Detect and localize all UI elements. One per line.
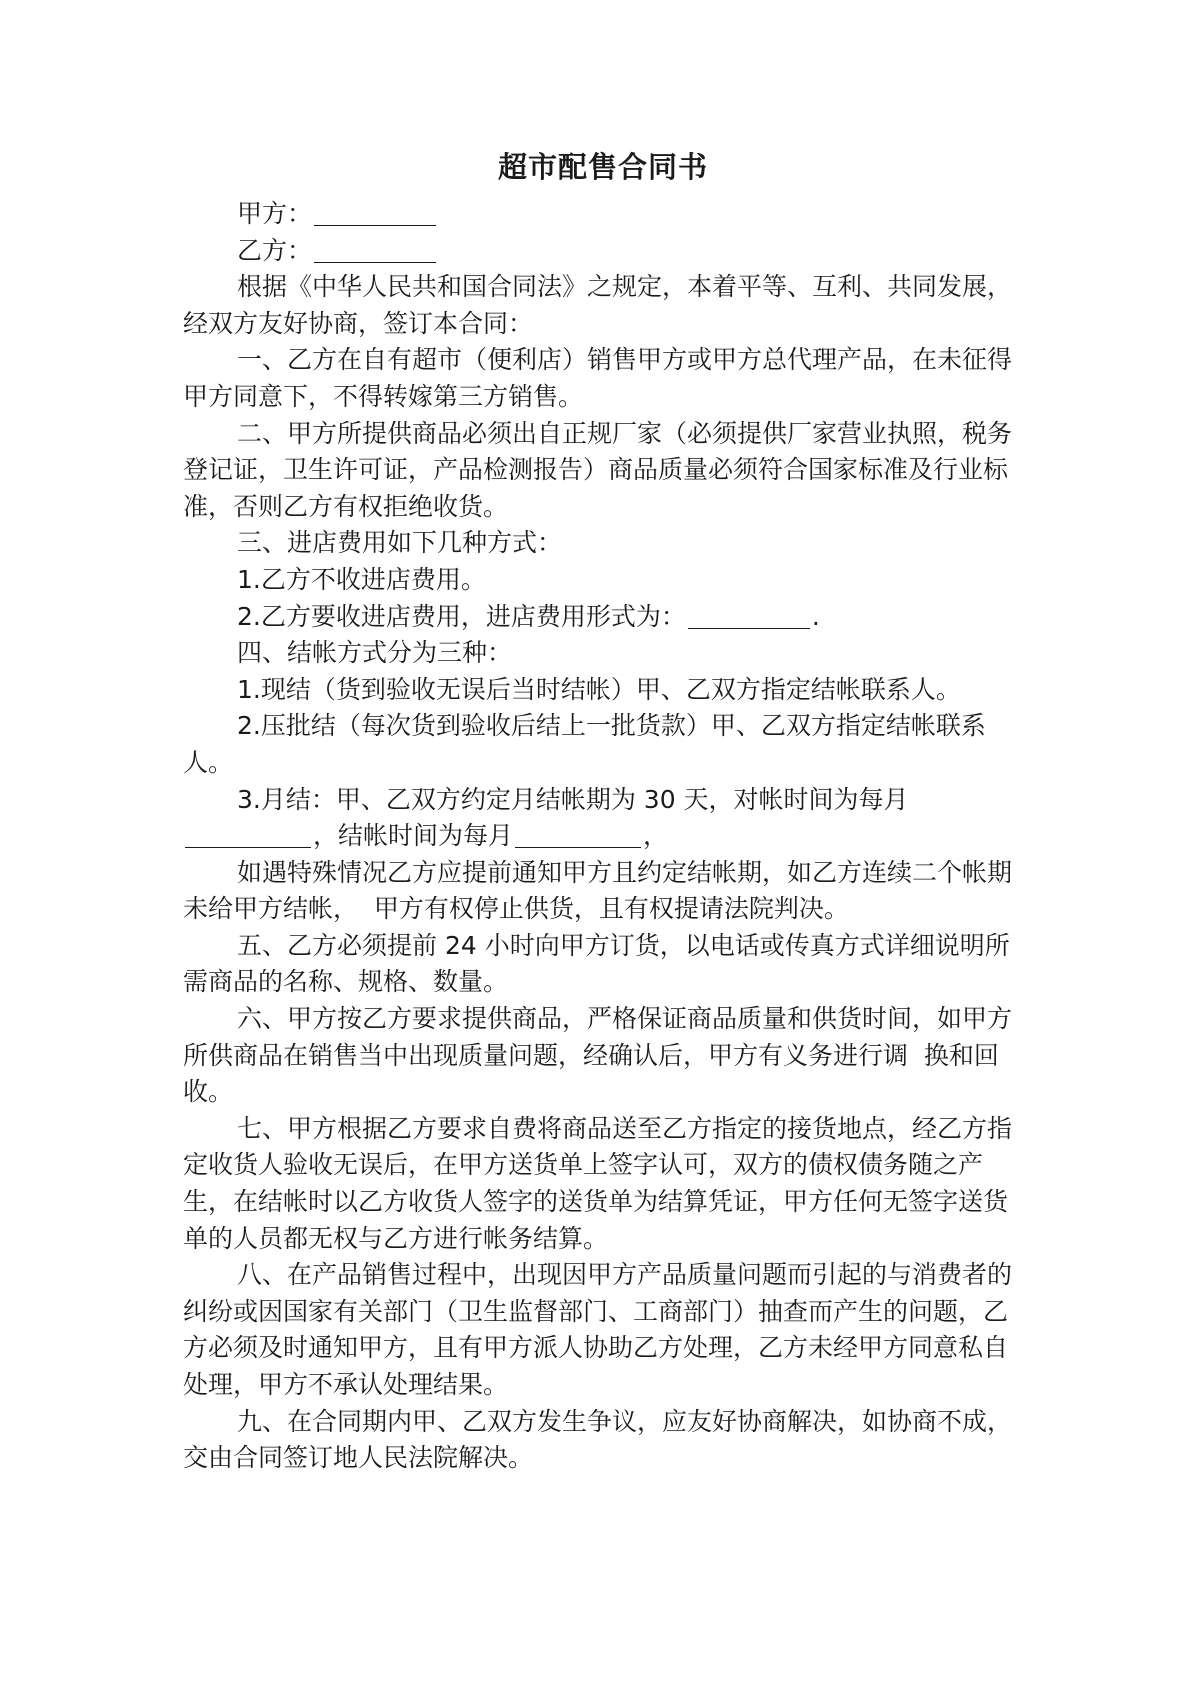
clause-4-item-2: 2.压批结（每次货到验收后结上一批货款）甲、乙双方指定结帐联系人。	[183, 711, 986, 777]
reconcile-date-blank	[185, 823, 311, 848]
party-b-line	[183, 233, 1023, 270]
party-a-blank	[314, 201, 436, 226]
clause-4-item-3-text: 3.月结：甲、乙双方约定月结帐期为 30 天，对帐时间为每月	[237, 784, 909, 814]
document-body	[183, 138, 1023, 1477]
clause-4-item-3	[183, 782, 1023, 855]
clause-4-item-3-middle: ，结帐时间为每月	[313, 821, 514, 851]
clause-3-item-1: 1.乙方不收进店费用。	[237, 564, 486, 594]
party-b-label: 乙方：	[237, 235, 313, 265]
clause-4-item-1: 1.现结（货到验收无误后当时结帐）甲、乙双方指定结帐联系人。	[237, 674, 961, 704]
party-b-blank	[314, 238, 436, 263]
clause-9: 九、在合同期内甲、乙双方发生争议，应友好协商解决，如协商不成，交由合同签订地人民法院解决。	[183, 1406, 1013, 1473]
clause-4-item-3-end: ，	[643, 821, 669, 851]
clause-3-item-2-end: .	[811, 601, 820, 631]
clause-1: 一、乙方在自有超市（便利店）销售甲方或甲方总代理产品，在未征得甲方同意下，不得转嫁第三方销售。	[183, 345, 1013, 411]
clause-6: 六、甲方按乙方要求提供商品，严格保证商品质量和供货时间，如甲方所供商品在销售当中出现质量问题，经确认后，甲方有义务进行调 换和回收。	[183, 1004, 1013, 1107]
party-a-line	[183, 196, 1023, 233]
clause-3-item-2-text: 2.乙方要收进店费用，进店费用形式为：	[237, 601, 686, 631]
clause-2: 二、甲方所提供商品必须出自正规厂家（必须提供厂家营业执照，税务登记证，卫生许可证，产品检测报告）商品质量必须符合国家标准及行业标准，否则乙方有权拒绝收货。	[183, 418, 1013, 521]
clause-3: 三、进店费用如下几种方式：	[237, 528, 563, 558]
document-title: 超市配售合同书	[497, 150, 708, 184]
clause-5: 五、乙方必须提前 24 小时向甲方订货，以电话或传真方式详细说明所需商品的名称、规格、数量。	[183, 930, 1010, 997]
clause-3-item-2	[183, 599, 1023, 636]
settlement-date-blank	[515, 823, 641, 848]
clause-4: 四、结帐方式分为三种：	[237, 638, 513, 668]
intro-paragraph: 根据《中华人民共和国合同法》之规定，本着平等、互利、共同发展，经双方友好协商，签订本合同：	[183, 272, 1013, 338]
clause-4-note: 如遇特殊情况乙方应提前通知甲方且约定结帐期，如乙方连续二个帐期未给甲方结帐， 甲方有权停止供货，且有权提请法院判决。	[183, 857, 1013, 924]
party-a-label: 甲方：	[237, 199, 313, 228]
entry-fee-form-blank	[688, 604, 810, 629]
clause-8: 八、在产品销售过程中，出现因甲方产品质量问题而引起的与消费者的纠纷或因国家有关部门（卫生监督部门、工商部门）抽查而产生的问题，乙方必须及时通知甲方，且有甲方派人协助乙方处理，乙方未经甲方同意私自处理，甲方不承认处理结果。	[183, 1260, 1013, 1399]
clause-7: 七、甲方根据乙方要求自费将商品送至乙方指定的接货地点，经乙方指定收货人验收无误后，在甲方送货单上签字认可，双方的债权债务随之产生，在结帐时以乙方收货人签字的送货单为结算凭证，甲方任何无签字送货单的人员都无权与乙方进行帐务结算。	[183, 1113, 1013, 1253]
